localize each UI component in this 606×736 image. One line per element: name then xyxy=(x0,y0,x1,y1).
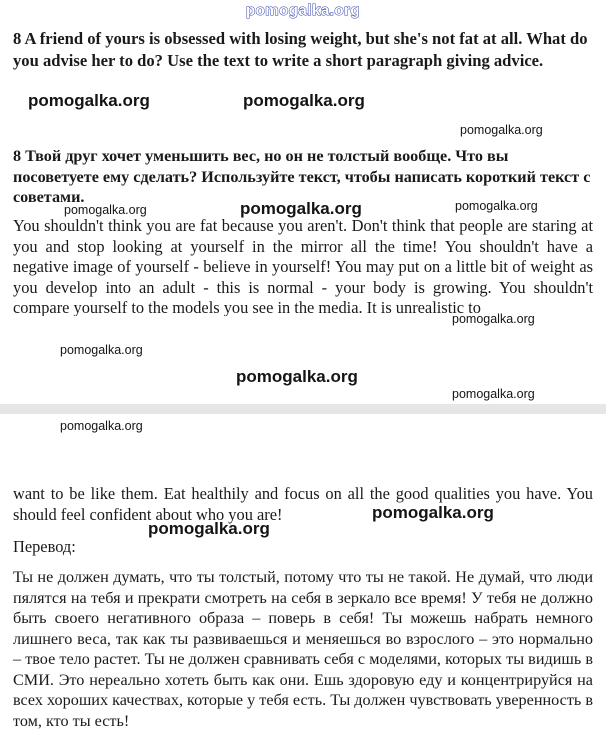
watermark: pomogalka.org xyxy=(64,203,147,217)
watermark: pomogalka.org xyxy=(28,91,150,110)
task-english: 8 A friend of yours is obsessed with losing weight, but she's not fat at all. What do you advise her to do? Use the text to write a short paragraph giving advice. xyxy=(13,29,588,70)
watermark: pomogalka.org xyxy=(240,199,362,218)
task-russian: 8 Твой друг хочет уменьшить вес, но он не толстый вообще. Что вы посоветуете ему сделать? Используйте текст, чтобы написать короткий текст с советами. xyxy=(13,147,591,206)
watermark: pomogalka.org xyxy=(60,419,143,433)
translation-label: Перевод: xyxy=(13,537,76,556)
watermark: pomogalka.org xyxy=(372,503,494,522)
watermark: pomogalka.org xyxy=(148,519,270,538)
watermark: pomogalka.org xyxy=(452,387,535,401)
site-watermark-header[interactable]: pomogalka.org xyxy=(245,2,360,19)
watermark: pomogalka.org xyxy=(243,91,365,110)
watermark: pomogalka.org xyxy=(236,367,358,386)
page-separator xyxy=(0,404,606,414)
watermark: pomogalka.org xyxy=(452,312,535,326)
answer-english-part1: You shouldn't think you are fat because you aren't. Don't think that people are staring at you and stop looking at yourself in the mirror all the time! You shouldn't have a negative image of yourself - believe in yourself! You may put on a little bit of weight as you develop into an adult - this is normal - your body is growing. You shouldn't compare yourself to the models you see in the media. It is unrealistic to xyxy=(13,216,593,316)
translation-russian: Ты не должен думать, что ты толстый, потому что ты не такой. Не думай, что люди пялятся на тебя и прекрати смотреть на себя в зеркало все время! У тебя не должно быть своего негативного образа – поверь в себя! Ты можешь набрать немного лишнего веса, так как ты развиваешься и меняешься во взрослого – это нормально – твое тело растет. Ты не должен сравнивать себя с моделями, которых ты видишь в СМИ. Это нереально хотеть быть как они. Ешь здоровую еду и концентрируйся на всех хороших качествах, которые у тебя есть. Ты должен чувствовать уверенность в том, кто ты есть! xyxy=(13,568,593,730)
watermark: pomogalka.org xyxy=(460,123,543,137)
watermark: pomogalka.org xyxy=(455,199,538,213)
answer-english-part2: want to be like them. Eat healthily and focus on all the good qualities you have. You should feel confident about who you are! xyxy=(13,484,593,524)
watermark: pomogalka.org xyxy=(60,343,143,357)
